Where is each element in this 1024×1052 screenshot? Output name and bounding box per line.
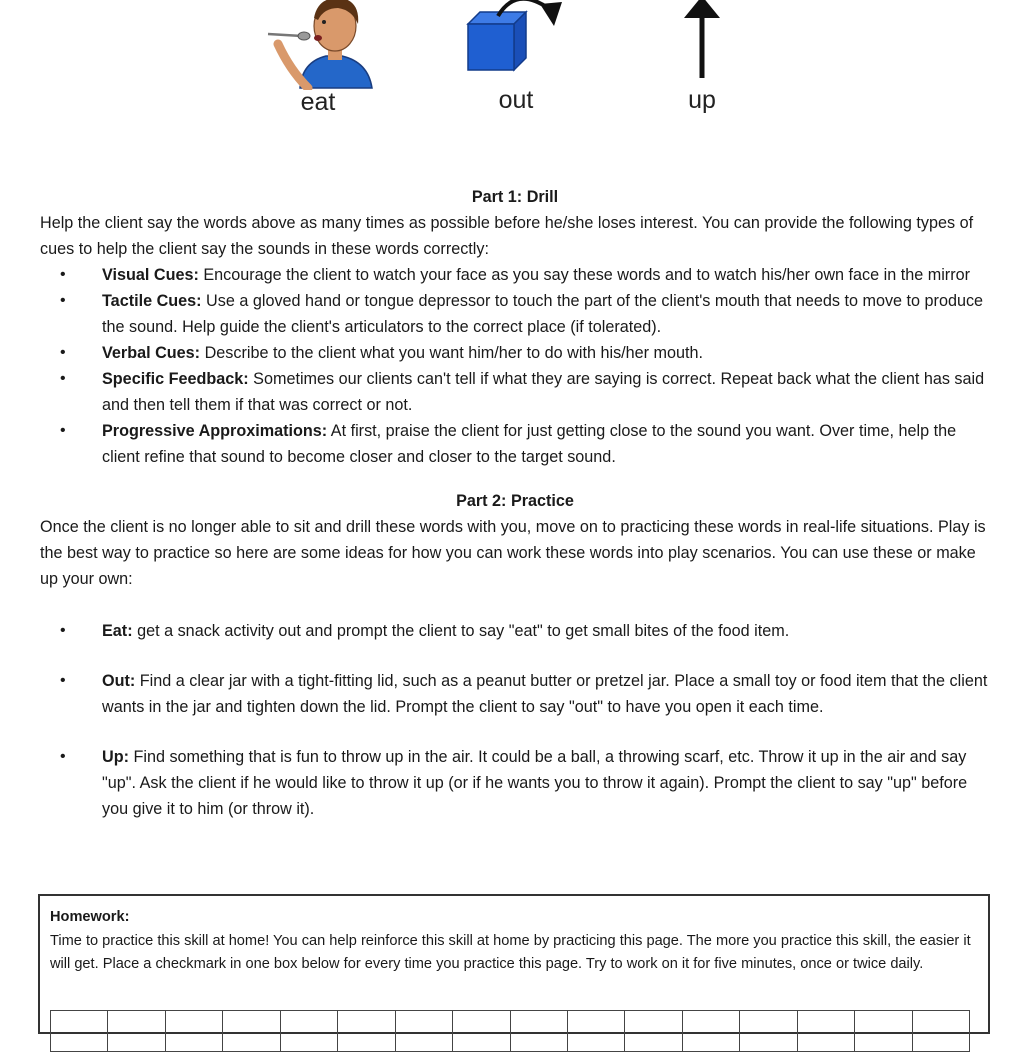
- cue-title: Progressive Approximations:: [102, 422, 328, 440]
- practice-checkbox[interactable]: [511, 1011, 568, 1051]
- practice-checkbox[interactable]: [740, 1011, 797, 1051]
- worksheet-content: [40, 184, 990, 822]
- cue-title: Verbal Cues:: [102, 344, 201, 362]
- symbol-row: [0, 0, 1024, 130]
- bullet: •: [60, 672, 66, 689]
- practice-checkbox[interactable]: [798, 1011, 855, 1051]
- person-eating-icon: [238, 0, 398, 90]
- homework-box: [38, 894, 990, 1034]
- cue-item-visual: [40, 262, 990, 288]
- cue-title: Specific Feedback:: [102, 370, 249, 388]
- box-out-arrow-icon: [436, 0, 596, 90]
- bullet: •: [60, 370, 66, 387]
- bullet: •: [60, 622, 66, 639]
- practice-checkbox[interactable]: [913, 1011, 969, 1051]
- up-arrow-icon: [622, 0, 782, 90]
- symbol-out: [436, 0, 596, 114]
- symbol-up: [622, 0, 782, 114]
- practice-item-out: [40, 668, 990, 720]
- symbol-eat: [238, 0, 398, 116]
- practice-list: [40, 618, 990, 822]
- homework-text: Time to practice this skill at home! You can help reinforce this skill at home by practicing this page. The more you practice this skill, the easier it will get. Place a checkmark in one box below for every time you practice this page. Try to work on it for five minutes, once or twice daily.: [50, 932, 971, 972]
- cue-title: Visual Cues:: [102, 266, 199, 284]
- symbol-label-up: up: [688, 86, 716, 114]
- cue-text: Use a gloved hand or tongue depressor to touch the part of the client's mouth that needs to move to produce the sound. Help guide the client's articulators to the correct place (if tolerated).: [102, 292, 984, 336]
- practice-checkbox[interactable]: [568, 1011, 625, 1051]
- practice-checkbox[interactable]: [281, 1011, 338, 1051]
- practice-checkbox[interactable]: [338, 1011, 395, 1051]
- practice-title: Up:: [102, 748, 129, 766]
- practice-checkbox[interactable]: [166, 1011, 223, 1051]
- practice-checkbox[interactable]: [625, 1011, 682, 1051]
- part1-intro: Help the client say the words above as many times as possible before he/she loses interest. You can provide the following types of cues to help the client say the sounds in these words correctly:: [40, 214, 974, 258]
- practice-checkbox[interactable]: [453, 1011, 510, 1051]
- symbol-label-eat: eat: [300, 88, 336, 116]
- practice-checkbox[interactable]: [223, 1011, 280, 1051]
- cue-title: Tactile Cues:: [102, 292, 202, 310]
- practice-checkbox[interactable]: [108, 1011, 165, 1051]
- practice-title: Eat:: [102, 622, 133, 640]
- cue-list: [40, 262, 990, 470]
- part1-heading: Part 1: Drill: [471, 188, 559, 206]
- part2-intro: Once the client is no longer able to sit and drill these words with you, move on to practicing these words in real-life situations. Play is the best way to practice so here are some ideas for how you can work these words into play scenarios. You can use these or make up your own:: [40, 518, 986, 588]
- homework-title: Homework:: [50, 909, 130, 925]
- cue-text: Sometimes our clients can't tell if what they are saying is correct. Repeat back what the client has said and then tell them if that was correct or not.: [102, 370, 985, 414]
- cue-text: At first, praise the client for just getting close to the sound you want. Over time, help the client refine that sound to become closer and closer to the target sound.: [102, 422, 957, 466]
- bullet: •: [60, 748, 66, 765]
- cue-item-approximations: [40, 418, 990, 470]
- cue-item-tactile: [40, 288, 990, 340]
- practice-item-up: [40, 744, 990, 822]
- practice-item-eat: [40, 618, 990, 644]
- bullet: •: [60, 292, 66, 309]
- practice-checkbox[interactable]: [396, 1011, 453, 1051]
- practice-text: get a snack activity out and prompt the client to say "eat" to get small bites of the food item.: [132, 622, 790, 640]
- cue-text: Describe to the client what you want him/her to do with his/her mouth.: [200, 344, 704, 362]
- bullet: •: [60, 266, 66, 283]
- practice-text: Find something that is fun to throw up in the air. It could be a ball, a throwing scarf, etc. Throw it up in the air and say "up". Ask the client if he would like to throw it up (or if he wants you to throw it again). Prompt the client to say "up" before you give it to him (or throw it).: [102, 748, 968, 818]
- symbol-label-out: out: [498, 86, 534, 114]
- part2-heading: Part 2: Practice: [456, 492, 574, 510]
- cue-item-verbal: [40, 340, 990, 366]
- cue-text: Encourage the client to watch your face as you say these words and to watch his/her own face in the mirror: [198, 266, 970, 284]
- practice-checkbox[interactable]: [51, 1011, 108, 1051]
- cue-item-feedback: [40, 366, 990, 418]
- bullet: •: [60, 422, 66, 439]
- practice-title: Out:: [102, 672, 136, 690]
- practice-text: Find a clear jar with a tight-fitting lid, such as a peanut butter or pretzel jar. Place a small toy or food item that the client wants in the jar and tighten down the lid. Prompt the client to say "out" to have you open it each time.: [102, 672, 988, 716]
- bullet: •: [60, 344, 66, 361]
- practice-checkbox[interactable]: [855, 1011, 912, 1051]
- practice-checkbox[interactable]: [683, 1011, 740, 1051]
- checkbox-row: [50, 1010, 970, 1052]
